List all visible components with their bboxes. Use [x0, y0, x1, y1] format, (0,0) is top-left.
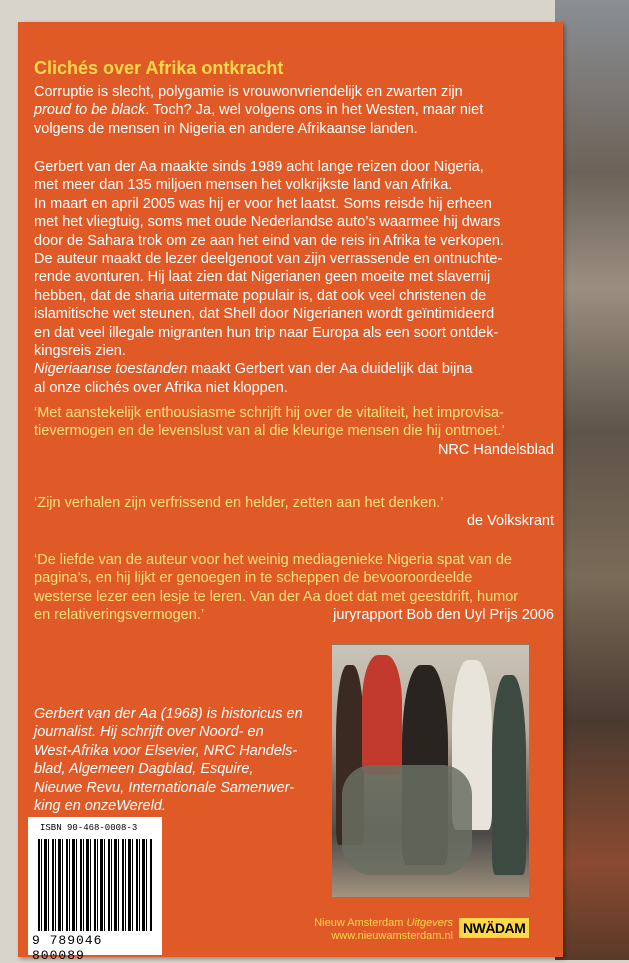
quote-source: juryrapport Bob den Uyl Prijs 2006 — [333, 607, 554, 624]
quote-line: pagina’s, en hij lijkt er genoegen in te scheppen de bevooroordeelde — [34, 570, 473, 587]
body-text: maakt Gerbert van der Aa duidelijk dat bijna — [187, 361, 473, 378]
bio-line: West-Afrika voor Elsevier, NRC Handels- — [34, 742, 298, 759]
body-line: Gerbert van der Aa maakte sinds 1989 acht lange reizen door Nigeria, — [34, 159, 484, 175]
author-bio — [34, 705, 324, 815]
publisher-name: Nieuw Amsterdam — [314, 917, 404, 929]
intro-line: volgens de mensen in Nigeria en andere Afrikaanse landen. — [34, 120, 418, 137]
isbn-label: ISBN 90-468-0008-3 — [40, 823, 138, 833]
quote-line: ‘De liefde van de auteur voor het weinig mediagenieke Nigeria spat van de — [34, 552, 512, 568]
body-line: kingsreis zien. — [34, 343, 126, 360]
bio-line: journalist. Hij schrijft over Noord- en — [34, 724, 264, 741]
intro-line: Corruptie is slecht, polygamie is vrouwonvriendelijk en zwarten zijn — [34, 84, 463, 100]
body-line: met het vliegtuig, soms met oude Nederlandse auto’s waarmee hij dwars — [34, 214, 501, 231]
barcode-box — [28, 817, 162, 963]
body-line: en dat veel illegale migranten hun trip naar Europa als een soort ontdek- — [34, 324, 499, 341]
quote-line: en relativeringsvermogen.’ — [34, 607, 205, 624]
body-paragraph — [34, 158, 554, 397]
publisher-logo: NWÄDAM — [459, 918, 529, 938]
quote-nrc — [34, 404, 554, 459]
bio-line: Gerbert van der Aa (1968) is historicus en — [34, 706, 303, 722]
body-line: door de Sahara trok om ze aan het eind van de reis in Afrika te verkopen. — [34, 232, 504, 249]
quote-last-line — [34, 606, 554, 624]
body-line: hebben, dat de sharia uitermate populair is, dat ook veel christenen de — [34, 287, 487, 304]
body-line: al onze clichés over Afrika niet kloppen. — [34, 379, 288, 396]
intro-italic: proud to be black — [34, 102, 146, 119]
quote-volkskrant — [34, 494, 554, 531]
barcode-number: 9 789046 800089 — [32, 933, 103, 963]
publisher-url: www.nieuwamsterdam.nl — [331, 930, 453, 942]
book-title-italic: Nigeriaanse toestanden — [34, 361, 188, 378]
quote-line: westerse lezer een lesje te leren. Van der Aa doet dat met geestdrift, humor — [34, 588, 519, 605]
quote-line: ‘Zijn verhalen zijn verfrissend en helder, zetten aan het denken.’ — [34, 495, 444, 511]
intro-line — [34, 101, 554, 119]
author-photo — [331, 644, 530, 898]
body-line: In maart en april 2005 was hij er voor het laatst. Soms reisde hij erheen — [34, 195, 492, 212]
publisher-info — [283, 917, 453, 943]
bio-line: Nieuwe Revu, Internationale Samenwer- — [34, 779, 295, 796]
body-line: met meer dan 135 miljoen mensen het volkrijkste land van Afrika. — [34, 177, 453, 194]
body-line: De auteur maakt de lezer deelgenoot van zijn verrassende en ontnuchte- — [34, 251, 503, 268]
bio-line: king en onzeWereld. — [34, 798, 166, 815]
barcode-bars — [38, 839, 152, 931]
publisher-uitgevers: Uitgevers — [406, 917, 453, 929]
body-line — [34, 360, 554, 378]
quote-source: NRC Handelsblad — [437, 441, 554, 458]
quote-line: ‘Met aanstekelijk enthousiasme schrijft hij over de vitaliteit, het improvisa- — [34, 405, 504, 421]
quote-source: de Volkskrant — [466, 513, 554, 530]
publisher-name-line — [283, 917, 453, 930]
intro-text: . Toch? Ja, wel volgens ons in het Westen, maar niet — [145, 102, 484, 119]
intro-paragraph — [34, 83, 554, 138]
body-line: islamitische wet steunen, dat Shell door Nigerianen wordt geïntimideerd — [34, 306, 495, 323]
body-line: rende avonturen. Hij laat zien dat Nigerianen geen moeite met slavernij — [34, 269, 491, 286]
bio-line: blad, Algemeen Dagblad, Esquire, — [34, 761, 254, 778]
background-photo-street — [555, 0, 629, 960]
cover-heading: Clichés over Afrika ontkracht — [34, 58, 284, 78]
quote-jury — [34, 551, 554, 625]
quote-line: tievermogen en de levenslust van al die kleurige mensen die hij ontmoet.’ — [34, 423, 505, 440]
